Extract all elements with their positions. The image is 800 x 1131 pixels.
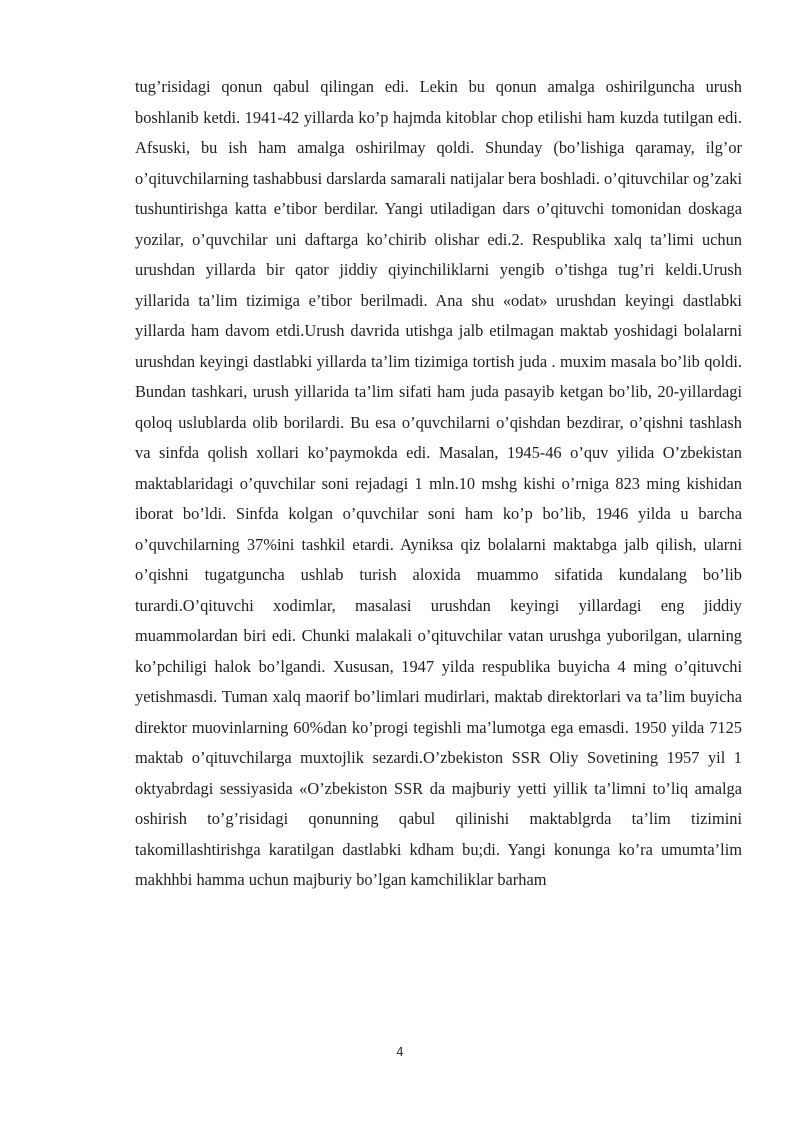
- page-number: 4: [396, 1045, 404, 1059]
- body-paragraph: tug’risidagi qonun qabul qilingan edi. Lekin bu qonun amalga oshirilguncha urush boshlanib ketdi. 1941-42 yillarda ko’p hajmda kitoblar chop etilishi ham kuzda tutilgan edi. Afsuski, bu ish ham amalga oshirilmay qoldi. Shunday (bo’lishiga qaramay, ilg’or o’qituvchilarning tashabbusi darslarda samarali natijalar bera boshladi. o’qituvchilar og’zaki tushuntirishga katta e’tibor berdilar. Yangi utiladigan dars o’qituvchi tomonidan doskaga yozilar, o’quvchilar uni daftarga ko’chirib olishar edi.2. Respublika xalq ta’limi uchun urushdan yillarda bir qator jiddiy qiyinchiliklarni yengib o’tishga tug’ri keldi.Urush yillarida ta’lim tizimiga e’tibor berilmadi. Ana shu «odat» urushdan keyingi dastlabki yillarda ham davom etdi.Urush davrida utishga jalb etilmagan maktab yoshidagi bolalarni urushdan keyingi dastlabki yillarda ta’lim tizimiga tortish juda . muxim masala bo’lib qoldi. Bundan tashkari, urush yillarida ta’lim sifati ham juda pasayib ketgan bo’lib, 20-yillardagi qoloq uslublarda olib borilardi. Bu esa o’quvchilarni o’qishdan bezdirar, o’qishni tashlash va sinfda qolish xollari ko’paymokda edi. Masalan, 1945-46 o’quv yilida O’zbekistan maktablaridagi o’quvchilar soni rejadagi 1 mln.10 mshg kishi o’rniga 823 ming kishidan iborat bo’ldi. Sinfda kolgan o’quvchilar soni ham ko’p bo’lib, 1946 yilda u barcha o’quvchilarning 37%ini tashkil etardi. Ayniksa qiz bolalarni maktabga jalb qilish, ularni o’qishni tugatguncha ushlab turish aloxida muammo sifatida kundalang bo’lib turardi.O’qituvchi xodimlar, masalasi urushdan keyingi yillardagi eng jiddiy muammolardan biri edi. Chunki malakali o’qituvchilar vatan urushga yuborilgan, ularning ko’pchiligi halok bo’lgandi. Xususan, 1947 yilda respublika buyicha 4 ming o’qituvchi yetishmasdi. Tuman xalq maorif bo’limlari mudirlari, maktab direktorlari va ta’lim buyicha direktor muovinlarning 60%dan ko’progi tegishli ma’lumotga ega emasdi. 1950 yilda 7125 maktab o’qituvchilarga muxtojlik sezardi.O’zbekiston SSR Oliy Sovetining 1957 yil 1 oktyabrdagi sessiyasida «O’zbekiston SSR da majburiy yetti yillik ta’limni to’liq amalga oshirish to’g’risidagi qonunning qabul qilinishi maktablgrda ta’lim tizimini takomillashtirishga karatilgan dastlabki kdham bu;di. Yangi konunga ko’ra umumta’lim makhhbi hamma uchun majburiy bo’lgan kamchiliklar barham: [135, 77, 742, 889]
